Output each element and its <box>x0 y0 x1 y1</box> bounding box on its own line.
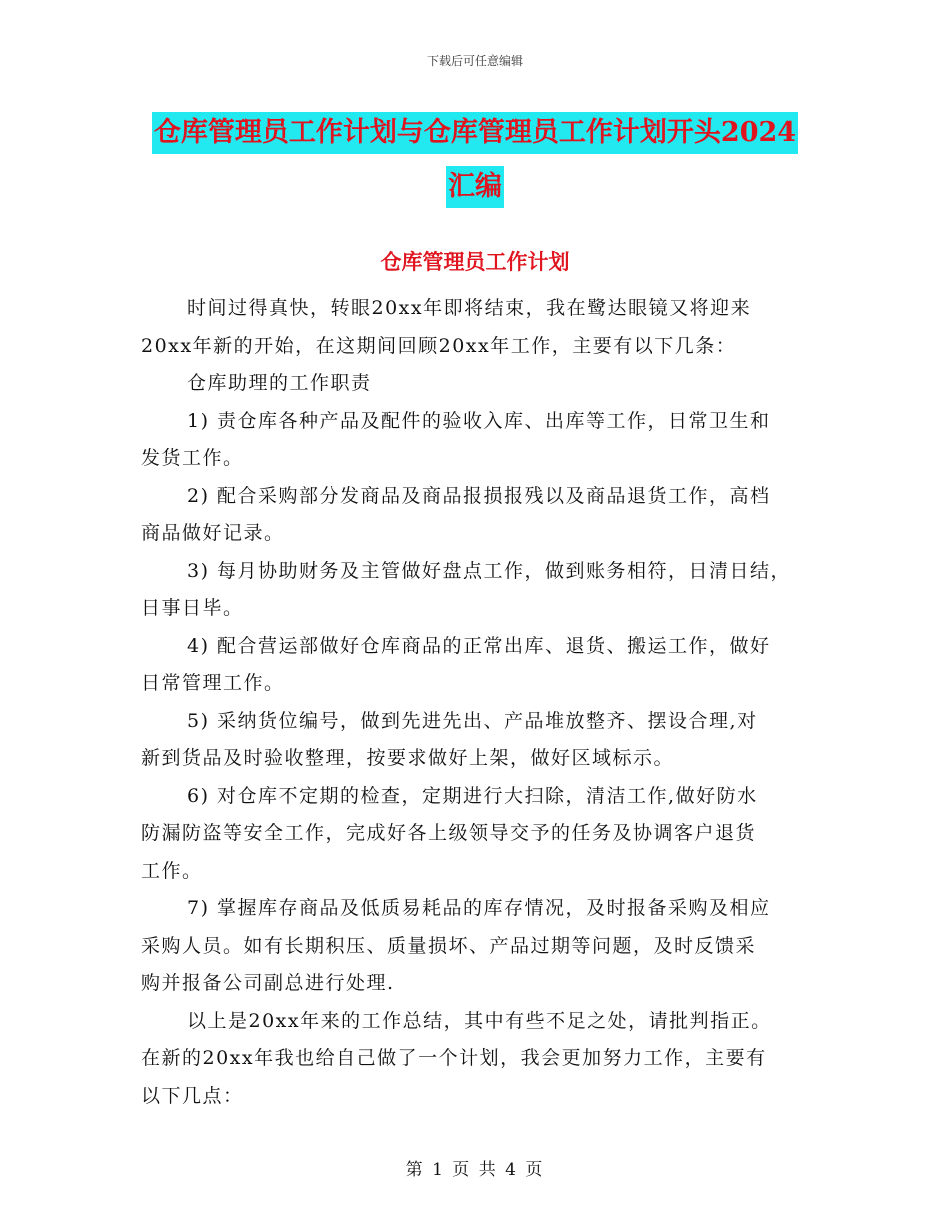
paragraph-line: 以下几点： <box>141 1084 244 1107</box>
paragraph-line: 以上是20xx年来的工作总结，其中有些不足之处，请批判指正。 <box>187 1009 772 1032</box>
page-header-note: 下载后可任意编辑 <box>426 54 523 68</box>
paragraph-line: 1) 责仓库各种产品及配件的验收入库、出库等工作，日常卫生和 <box>187 409 771 432</box>
title-line-1: 仓库管理员工作计划与仓库管理员工作计划开头2024 <box>152 112 798 154</box>
paragraph-line: 时间过得真快，转眼20xx年即将结束，我在鹭达眼镜又将迎来 <box>187 297 752 319</box>
body-text <box>141 290 813 1115</box>
paragraph-line: 4) 配合营运部做好仓库商品的正常出库、退货、搬运工作，做好 <box>187 634 771 657</box>
paragraph-line: 2) 配合采购部分发商品及商品报损报残以及商品退货工作，高档 <box>187 484 771 507</box>
paragraph-line: 采购人员。如有长期积压、质量损坏、产品过期等问题，及时反馈采 <box>141 934 757 957</box>
paragraph-line: 新到货品及时验收整理，按要求做好上架，做好区域标示。 <box>141 747 675 769</box>
paragraph-line: 5) 采纳货位编号，做到先进先出、产品堆放整齐、摆设合理,对 <box>187 709 758 732</box>
paragraph-line: 6) 对仓库不定期的检查，定期进行大扫除，清洁工作,做好防水 <box>187 784 758 807</box>
title-line-2: 汇编 <box>446 166 504 208</box>
paragraph-line: 日事日毕。 <box>141 597 244 619</box>
paragraph-line: 在新的20xx年我也给自己做了一个计划，我会更加努力工作，主要有 <box>141 1047 767 1069</box>
paragraph-line: 工作。 <box>141 859 203 882</box>
page-number-footer: 第 1 页 共 4 页 <box>405 1160 545 1180</box>
paragraph-line: 商品做好记录。 <box>141 522 285 544</box>
paragraph-line: 3) 每月协助财务及主管做好盘点工作，做到账务相符，日清日结， <box>187 559 792 582</box>
paragraph-line: 仓库助理的工作职责 <box>187 372 372 394</box>
document-title <box>0 112 950 208</box>
section-subtitle: 仓库管理员工作计划 <box>380 249 570 274</box>
paragraph-line: 日常管理工作。 <box>141 672 285 694</box>
paragraph-line: 20xx年新的开始，在这期间回顾20xx年工作，主要有以下几条： <box>141 334 737 357</box>
paragraph-line: 购并报备公司副总进行处理. <box>141 972 395 994</box>
paragraph-line: 发货工作。 <box>141 447 244 469</box>
paragraph-line: 防漏防盗等安全工作，完成好各上级领导交予的任务及协调客户退货 <box>141 822 757 844</box>
paragraph-line: 7) 掌握库存商品及低质易耗品的库存情况，及时报备采购及相应 <box>187 897 771 919</box>
